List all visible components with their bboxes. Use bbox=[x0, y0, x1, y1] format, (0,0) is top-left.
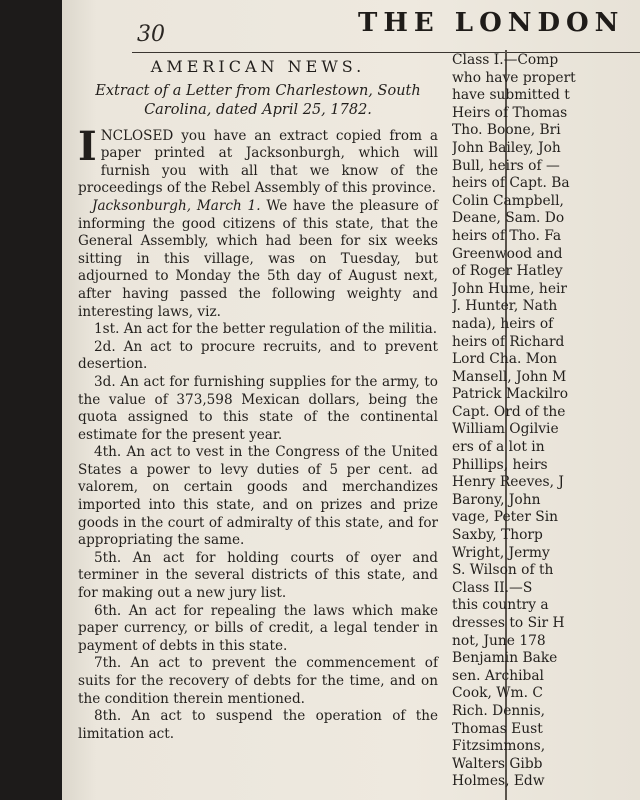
drop-cap: I bbox=[78, 122, 97, 170]
list-line: S. Wilson of th bbox=[452, 562, 554, 579]
list-line: Bull, heirs of — bbox=[452, 157, 560, 174]
list-line: ers of a lot in bbox=[452, 439, 545, 456]
list-line: Henry Reeves, J bbox=[452, 474, 564, 491]
act-item: 5th. An act for holding courts of oyer and terminer in the several districts of this state, and for making out a new jury list. bbox=[78, 549, 438, 602]
list-line: not, June 178 bbox=[452, 632, 546, 649]
list-line: vage, Peter Sin bbox=[452, 509, 559, 526]
list-line: J. Hunter, Nath bbox=[452, 298, 558, 315]
list-line: nada), heirs of bbox=[452, 315, 554, 332]
list-line: Walters Gibb bbox=[452, 755, 543, 772]
list-line: Colin Campbell, bbox=[452, 192, 564, 209]
list-line: Saxby, Thorp bbox=[452, 527, 543, 544]
opening-text: NCLOSED you have an extract copied from a paper printed at Jacksonburgh, which will furnish you with all that we know of the proceedings of the Rebel Assembly of this province. bbox=[78, 127, 438, 197]
list-line: Class I.—Comp bbox=[452, 52, 559, 68]
list-line: dresses to Sir H bbox=[452, 615, 565, 631]
act-item: 6th. An act for repealing the laws which make paper currency, or bills of credit, a legal tender in payment of debts in this state. bbox=[78, 602, 438, 654]
list-line: heirs of Tho. Fa bbox=[452, 227, 562, 244]
list-line: John Hume, heir bbox=[452, 280, 567, 297]
act-item: 1st. An act for the better regulation of the militia. bbox=[94, 321, 438, 338]
list-line: this country a bbox=[452, 597, 549, 614]
list-line: sen. Archibal bbox=[452, 667, 544, 684]
list-line: Benjamin Bake bbox=[452, 650, 558, 667]
intro-paragraph bbox=[78, 198, 438, 321]
list-line: Barony, John bbox=[452, 491, 541, 508]
intro-text: We have the pleasure of informing the good citizens of this state, that the General Assembly, which had been for six weeks sitting in this village, was on Tuesday, but adjourned to Monday the 5th day of August next, after having passed the following weighty and interesting laws, viz. bbox=[78, 197, 438, 320]
list-line: Fitzsimmons, bbox=[452, 738, 546, 755]
right-column-list bbox=[452, 52, 582, 791]
list-line: Deane, Sam. Do bbox=[452, 210, 565, 227]
page-number: 30 bbox=[137, 22, 165, 47]
list-line: Greenwood and bbox=[452, 245, 563, 262]
list-line: Thomas Eust bbox=[452, 720, 543, 737]
list-line: Capt. Ord of the bbox=[452, 403, 566, 420]
act-item: 4th. An act to vest in the Congress of the United States a power to levy duties of 5 per cent. ad valorem, on certain goods and merchandizes imported into this state, and on prizes and prize goods in the court of admiralty of this state, and for appropriating the same. bbox=[78, 444, 438, 549]
article-dateline: Extract of a Letter from Charlestown, South Carolina, dated April 25, 1782. bbox=[95, 82, 421, 118]
act-item: 7th. An act to prevent the commencement of suits for the recovery of debts for the time, and on the condition therein mentioned. bbox=[78, 655, 438, 707]
list-line: Cook, Wm. C bbox=[452, 685, 543, 702]
list-line: Heirs of Thomas bbox=[452, 104, 568, 121]
act-item: 8th. An act to suspend the operation of the limitation act. bbox=[78, 708, 438, 742]
list-line: heirs of Richard bbox=[452, 333, 565, 350]
left-column-article bbox=[78, 56, 438, 743]
list-line: Holmes, Edw bbox=[452, 773, 545, 790]
opening-paragraph bbox=[78, 122, 438, 198]
list-line: heirs of Capt. Ba bbox=[452, 175, 570, 192]
intro-dateline-place: Jacksonburgh, March 1. bbox=[92, 197, 261, 214]
list-line: of Roger Hatley bbox=[452, 263, 563, 280]
list-line: Mansell, John M bbox=[452, 368, 567, 385]
list-line: William Ogilvie bbox=[452, 421, 559, 438]
list-line: Lord Cha. Mon bbox=[452, 351, 558, 368]
list-line: Tho. Boone, Bri bbox=[452, 122, 561, 139]
list-line: John Bailey, Joh bbox=[452, 139, 561, 156]
list-line: Patrick Mackilro bbox=[452, 386, 569, 403]
list-line: Wright, Jermy bbox=[452, 544, 550, 561]
act-item: 3d. An act for furnishing supplies for the army, to the value of 373,598 Mexican dollars, being the quota assigned to this state of the continental estimate for the present year. bbox=[78, 373, 438, 443]
masthead: THE LONDON bbox=[358, 8, 625, 38]
section-title: AMERICAN NEWS. bbox=[150, 57, 366, 76]
list-line: who have propert bbox=[452, 69, 576, 86]
list-line: Class II.—S bbox=[452, 579, 533, 596]
list-line: Phillips, heirs bbox=[452, 456, 548, 473]
list-line: Rich. Dennis, bbox=[452, 702, 546, 719]
list-line: have submitted t bbox=[452, 87, 570, 104]
act-item: 2d. An act to procure recruits, and to prevent desertion. bbox=[78, 338, 438, 373]
